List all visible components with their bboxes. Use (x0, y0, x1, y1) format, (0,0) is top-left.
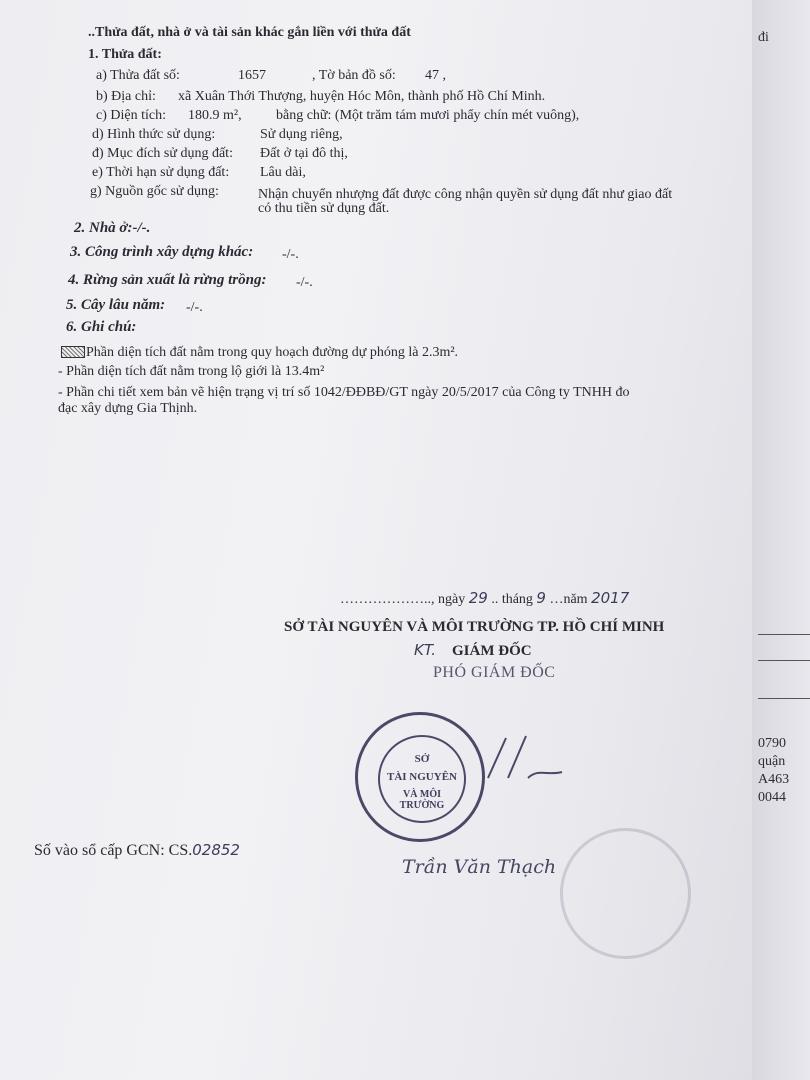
section-forest-title: 4. Rừng sản xuất là rừng trồng: (68, 272, 267, 288)
adjacent-line-3: A463 (758, 772, 790, 787)
address-label: b) Địa chỉ: (96, 89, 156, 104)
section-notes-title: 6. Ghi chú: (66, 319, 137, 335)
note-road-boundary: - Phần diện tích đất nằm trong lộ giới là 13.4m² (58, 364, 325, 379)
note-drawing-ref-2: đạc xây dựng Gia Thịnh. (58, 401, 198, 416)
date-line (340, 590, 629, 608)
section-other-works-value: -/-. (282, 247, 299, 262)
usage-origin-label: g) Nguồn gốc sử dụng: (90, 184, 219, 199)
date-prefix: ……………….., ngày (340, 592, 466, 607)
usage-purpose-value: Đất ở tại đô thị, (260, 146, 348, 161)
map-sheet-value: 47 , (425, 68, 446, 83)
registry-number: 02852 (192, 841, 240, 859)
adjacent-line-1: 0790 (758, 736, 786, 751)
usage-form-label: d) Hình thức sử dụng: (92, 127, 216, 142)
signature-mark (478, 728, 598, 788)
adjacent-line-2: quận (758, 754, 786, 769)
usage-origin-value-2: có thu tiền sử dụng đất. (258, 201, 390, 216)
section-perennial-value: -/-. (186, 300, 203, 315)
area-in-words: bằng chữ: (Một trăm tám mươi phẩy chín mét vuông), (276, 108, 580, 123)
issuing-authority: SỞ TÀI NGUYÊN VÀ MÔI TRƯỜNG TP. HỒ CHÍ MINH (284, 619, 665, 635)
usage-term-value: Lâu dài, (260, 165, 306, 180)
usage-origin-value-1: Nhận chuyển nhượng đất được công nhận quyền sử dụng đất như giao đất (258, 187, 673, 202)
map-sheet-label: , Tờ bản đồ số: (312, 68, 396, 83)
director-title: GIÁM ĐỐC (452, 643, 532, 659)
note-drawing-ref-1: - Phần chi tiết xem bản vẽ hiện trạng vị trí số 1042/ĐĐBĐ/GT ngày 20/5/2017 của Công ty TNHH đo (58, 385, 630, 400)
date-month: 9 (536, 589, 546, 607)
page-title: ..Thửa đất, nhà ở và tài sản khác gắn liền với thửa đất (88, 25, 411, 40)
faint-seal (560, 828, 691, 959)
usage-purpose-label: đ) Mục đích sử dụng đất: (92, 146, 233, 161)
date-year: 2017 (591, 589, 630, 607)
deputy-director-title: PHÓ GIÁM ĐỐC (433, 664, 556, 681)
month-label: .. tháng (491, 592, 533, 607)
area-value: 180.9 m², (188, 108, 242, 123)
official-seal: SỞ TÀI NGUYÊN VÀ MÔI TRƯỜNG (355, 712, 485, 842)
signer-name: Trần Văn Thạch (402, 856, 557, 878)
usage-form-value: Sử dụng riêng, (260, 127, 343, 142)
note-planning-area: Phần diện tích đất nằm trong quy hoạch đường dự phóng là 2.3m². (86, 345, 459, 360)
registry-label: Số vào sổ cấp GCN: CS. (34, 842, 193, 859)
adjacent-page (752, 0, 810, 1080)
address-value: xã Xuân Thới Thượng, huyện Hóc Môn, thành phố Hồ Chí Minh. (178, 89, 546, 104)
date-day: 29 (468, 589, 488, 607)
section-other-works-title: 3. Công trình xây dựng khác: (70, 244, 254, 260)
section-land-title: 1. Thửa đất: (88, 47, 162, 62)
adjacent-top-text: đi (758, 30, 769, 45)
section-perennial-title: 5. Cây lâu năm: (66, 297, 166, 313)
adjacent-line-4: 0044 (758, 790, 786, 805)
parcel-number-value: 1657 (238, 68, 266, 83)
usage-term-label: e) Thời hạn sử dụng đất: (92, 165, 230, 180)
year-label: …năm (549, 592, 588, 607)
kt-handwritten: KT. (414, 641, 436, 659)
hatch-legend-icon (61, 346, 85, 358)
parcel-number-label: a) Thửa đất số: (96, 68, 180, 83)
area-label: c) Diện tích: (96, 108, 166, 123)
registry-line (34, 842, 240, 859)
section-house: 2. Nhà ở:-/-. (74, 220, 151, 236)
section-forest-value: -/-. (296, 275, 313, 290)
